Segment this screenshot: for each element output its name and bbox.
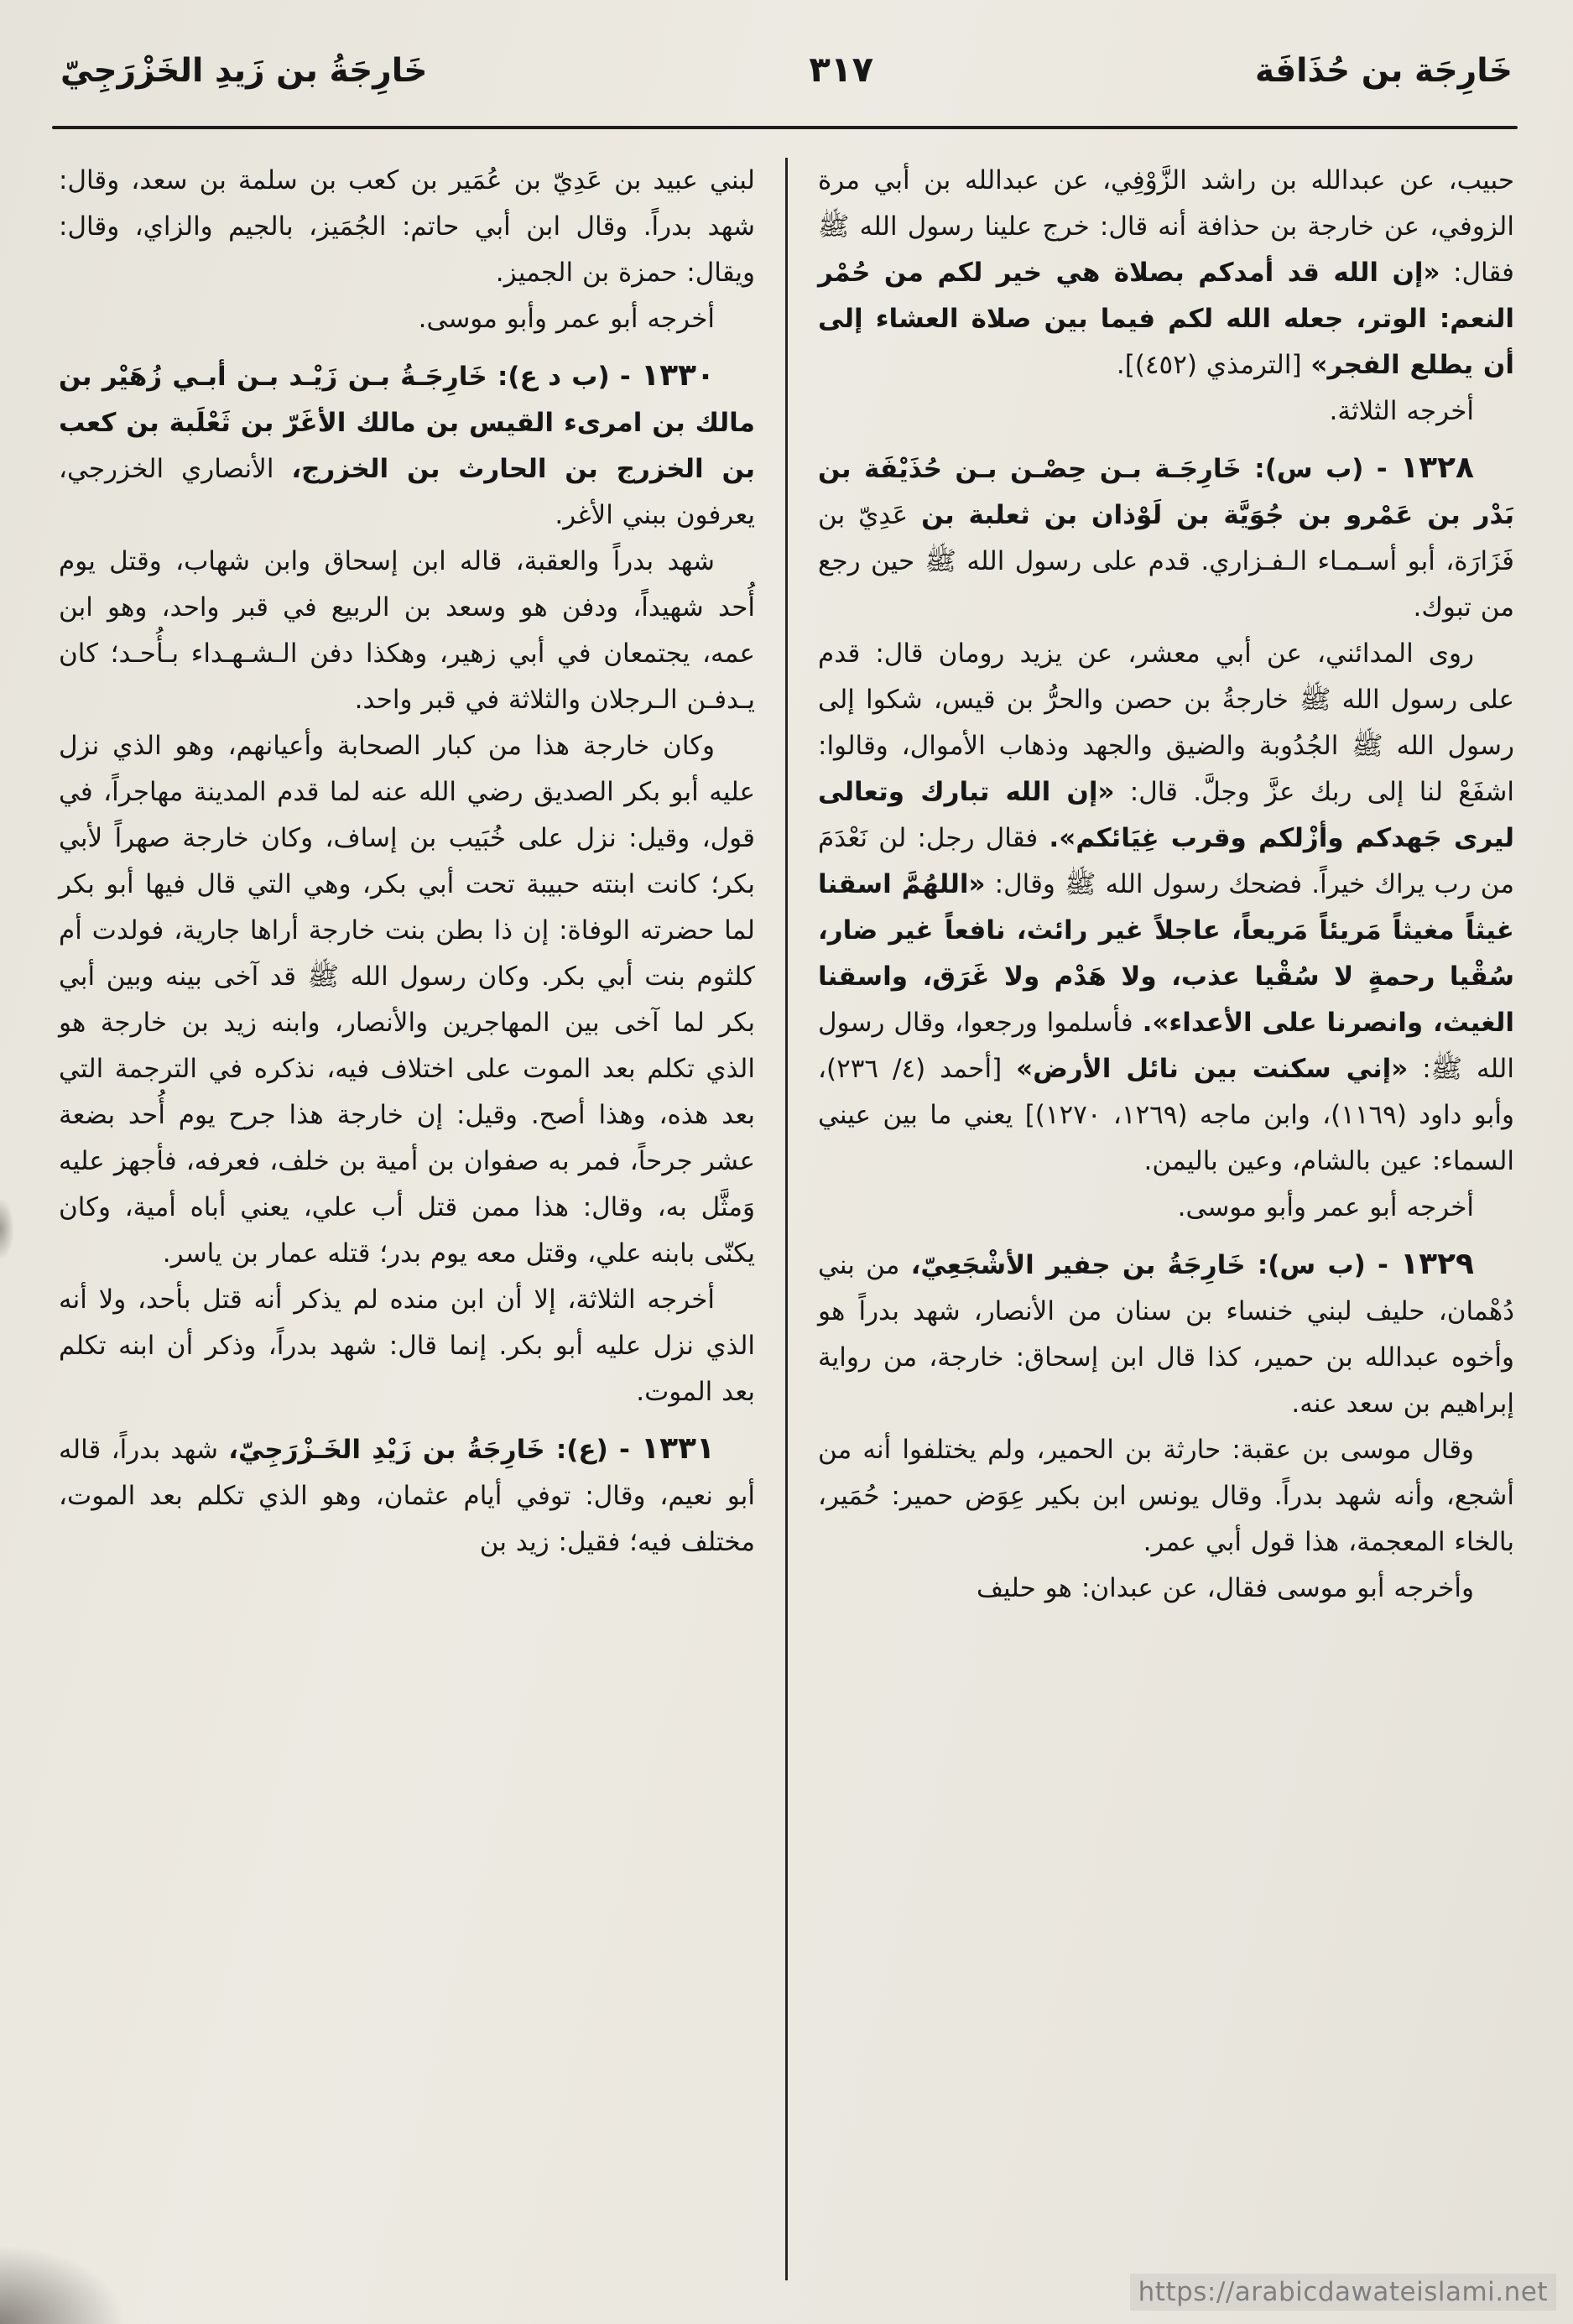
bold-text-run: خَارِجَةُ بن جفير الأشْجَعِيّ، <box>910 1250 1246 1280</box>
text-run: لبني عبيد بن عَدِيّ بن عُمَير بن كعب بن سلمة بن سعد، وقال: شهد بدراً. وقال ابن أبي حاتم: الجُمَيز، بالجيم والزاي، وقال: ويقال: حمزة بن الجميز. <box>59 165 755 288</box>
text-run: أخرجه الثلاثة. <box>1329 396 1474 426</box>
running-head-left: خَارِجَةُ بن زَيدِ الخَزْرَجِيّ <box>60 52 428 90</box>
bold-text-run: «اللهُمَّ اسقنا غيثاً مغيثاً مَريئاً مَريعاً، عاجلاً غير رائث، نافعاً غير ضار، سُقْيا رحمةٍ لا سُقْيا عذب، ولا هَدْم ولا غَرَق، واسقنا الغيث، وانصرنا على الأعداء». <box>818 869 1515 1038</box>
bold-text-run: - (ب س): <box>1241 454 1401 484</box>
paragraph <box>59 539 755 723</box>
text-run: من بني دُهْمان، حليف لبني خنساء بن سنان من الأنصار، شهد بدراً هو وأخوه عبدالله بن حمير، كذا قال ابن إسحاق: خارجة، من رواية إبراهيم بن سعد عنه. <box>818 1250 1514 1419</box>
text-run: شهد بدراً والعقبة، قاله ابن إسحاق وابن شهاب، وقتل يوم أُحد شهيداً، ودفن هو وسعد بن الربيع في قبر واحد، وهو ابن عمه، يجتمعان في أبي زهير، وهكذا دفن الـشـهـداء بـأُحـد؛ كان يـدفـن الـرجلان والثلاثة في قبر واحد. <box>59 546 755 715</box>
entry-paragraph <box>59 1425 755 1566</box>
text-run: الأنصاري الخزرجي، يعرفون ببني الأغر. <box>59 454 755 530</box>
bold-text-run: «إن الله قد أمدكم بصلاة هي خير لكم من حُمْر النعم: الوتر، جعله الله لكم فيما بين صلاة العشاء إلى أن يطلع الفجر» <box>818 258 1514 380</box>
entry-number: ١٣٣٠ <box>641 358 715 393</box>
text-run: فأسلموا ورجعوا، وقال رسول الله ﷺ: <box>818 1008 1514 1084</box>
running-header <box>60 49 1513 90</box>
column-divider <box>785 158 788 2280</box>
entry-number: ١٣٣١ <box>641 1431 715 1466</box>
text-run: وقال موسى بن عقبة: حارثة بن الحمير، ولم يختلفوا أنه من أشجع، وأنه شهد بدراً. وقال يونس ابن بكير عِوَض حمير: حُمَير، بالخاء المعجمة، هذا قول أبي عمر. <box>818 1435 1514 1557</box>
bold-text-run: - (ع): <box>544 1435 642 1465</box>
right-text-column <box>788 158 1514 2280</box>
text-run: [أحمد (٤/ ٢٣٦)، وأبو داود (١١٦٩)، وابن ماجه (١٢٦٩، ١٢٧٠)] يعني ما بين عيني السماء: عين بالشام، وعين باليمن. <box>818 1054 1514 1176</box>
entry-paragraph <box>59 352 755 539</box>
paragraph <box>59 296 755 342</box>
bold-text-run: خَارِجَةُ بن زَيْدِ الخَـزْرَجِيّ، <box>228 1435 545 1465</box>
text-run: أخرجه أبو عمر وأبو موسى. <box>1177 1192 1474 1222</box>
bold-text-run: - (ب س): <box>1245 1250 1401 1280</box>
paragraph <box>59 158 755 296</box>
entry-paragraph <box>818 445 1514 631</box>
bold-text-run: - (ب د ع): <box>487 362 642 392</box>
paragraph <box>818 1185 1514 1231</box>
left-text-column <box>59 158 785 2280</box>
watermark-url: https://arabicdawateislami.net <box>1130 2274 1556 2311</box>
text-run: وأخرجه أبو موسى فقال، عن عبدان: هو حليف <box>976 1573 1474 1603</box>
paragraph <box>818 158 1514 388</box>
paragraph <box>59 1277 755 1415</box>
page-body <box>59 158 1514 2280</box>
paragraph <box>818 1566 1514 1612</box>
text-run: عَدِيّ بن فَزَارَة، أبو أسـمـاء الـفـزاري. قدم على رسول الله ﷺ حين رجع من تبوك. <box>818 500 1514 623</box>
text-run: شهد بدراً، قاله أبو نعيم، وقال: توفي أيام عثمان، وهو الذي تكلم بعد الموت، مختلف فيه؛ فقيل: زيد بن <box>59 1435 755 1557</box>
paragraph <box>59 723 755 1277</box>
text-run: [الترمذي (٤٥٢)]. <box>1116 350 1311 380</box>
text-run: روى المدائني، عن أبي معشر، عن يزيد رومان قال: قدم على رسول الله ﷺ خارجةُ بن حصن والحرُّ بن قيس، شكوا إلى رسول الله ﷺ الجُدُوبة والضيق والجهد وذهاب الأموال، وقالوا: اشفَعْ لنا إلى ربك عزَّ وجلَّ. قال: <box>818 638 1514 807</box>
paragraph <box>818 1427 1514 1566</box>
page-number: ٣١٧ <box>809 49 874 90</box>
bold-text-run: «إن الله تبارك وتعالى ليرى جَهدكم وأزْلكم وقرب غِيَائكم». <box>818 777 1514 853</box>
text-run: وكان خارجة هذا من كبار الصحابة وأعيانهم، وهو الذي نزل عليه أبو بكر الصديق رضي الله عنه لما قدم المدينة مهاجراً، في قول، وقيل: نزل على خُبَيب بن إساف، وكان خارجة صهراً لأبي بكر؛ كانت ابنته حبيبة تحت أبي بكر، وهي التي قال فيها أبو بكر لما حضرته الوفاة: إن ذا بطن بنت خارجة أراها جارية، فولدت أم كلثوم بنت أبي بكر. وكان رسول الله ﷺ قد آخى بينه وبين أبي بكر لما آخى بين المهاجرين والأنصار، وابنه زيد بن خارجة هو الذي تكلم بعد الموت على اختلاف فيه، نذكره في الترجمة التي بعد هذه، وهذا أصح. وقيل: إن خارجة هذا جرح يوم أُحد بضعة عشر جرحاً، فمر به صفوان بن أمية بن خلف، فعرفه، فأجهز عليه وَمثَّل به، وقال: هذا ممن قتل أب علي، يعني أباه أمية، وكان يكنّى بابنه علي، وقتل معه يوم بدر؛ قتله عمار بن ياسر. <box>59 731 755 1269</box>
text-run: أخرجه الثلاثة، إلا أن ابن منده لم يذكر أنه قتل بأحد، ولا أنه الذي نزل عليه أبو بكر. إنما قال: شهد بدراً، وذكر أن ابنه تكلم بعد الموت. <box>59 1284 755 1407</box>
bold-text-run: «إني سكنت بين نائل الأرض» <box>1016 1054 1409 1084</box>
entry-number: ١٣٢٩ <box>1400 1247 1474 1281</box>
bold-text-run: خَارِجَـة بـن حِصْـن بـن حُذَيْفَة بن بَدْر بن عَمْرو بن جُوَيَّة بن لَوْذان بن ثعلبة بن <box>818 454 1514 530</box>
scan-edge-mark <box>0 1200 13 1258</box>
entry-paragraph <box>818 1241 1514 1427</box>
text-run: حبيب، عن عبدالله بن راشد الزَّوْفِي، عن عبدالله بن أبي مرة الزوفي، عن خارجة بن حذافة أنه قال: خرج علينا رسول الله ﷺ فقال: <box>818 165 1514 288</box>
paragraph <box>818 388 1514 435</box>
header-rule <box>52 126 1518 129</box>
text-run: فقال رجل: لن نَعْدَمَ من رب يراك خيراً. فضحك رسول الله ﷺ وقال: <box>818 823 1514 899</box>
bold-text-run: خَارِجَـةُ بـن زَيْـد بـن أبـي زُهَيْر بن مالك بن امرىء القيس بن مالك الأغَرّ بن ثَعْلَبة بن كعب بن الخزرج بن الحارث بن الخزرج، <box>59 362 755 484</box>
running-head-right: خَارِجَة بن حُذَافَة <box>1254 52 1513 90</box>
text-run: أخرجه أبو عمر وأبو موسى. <box>418 304 715 334</box>
entry-number: ١٣٢٨ <box>1400 451 1474 485</box>
paragraph <box>818 631 1514 1185</box>
